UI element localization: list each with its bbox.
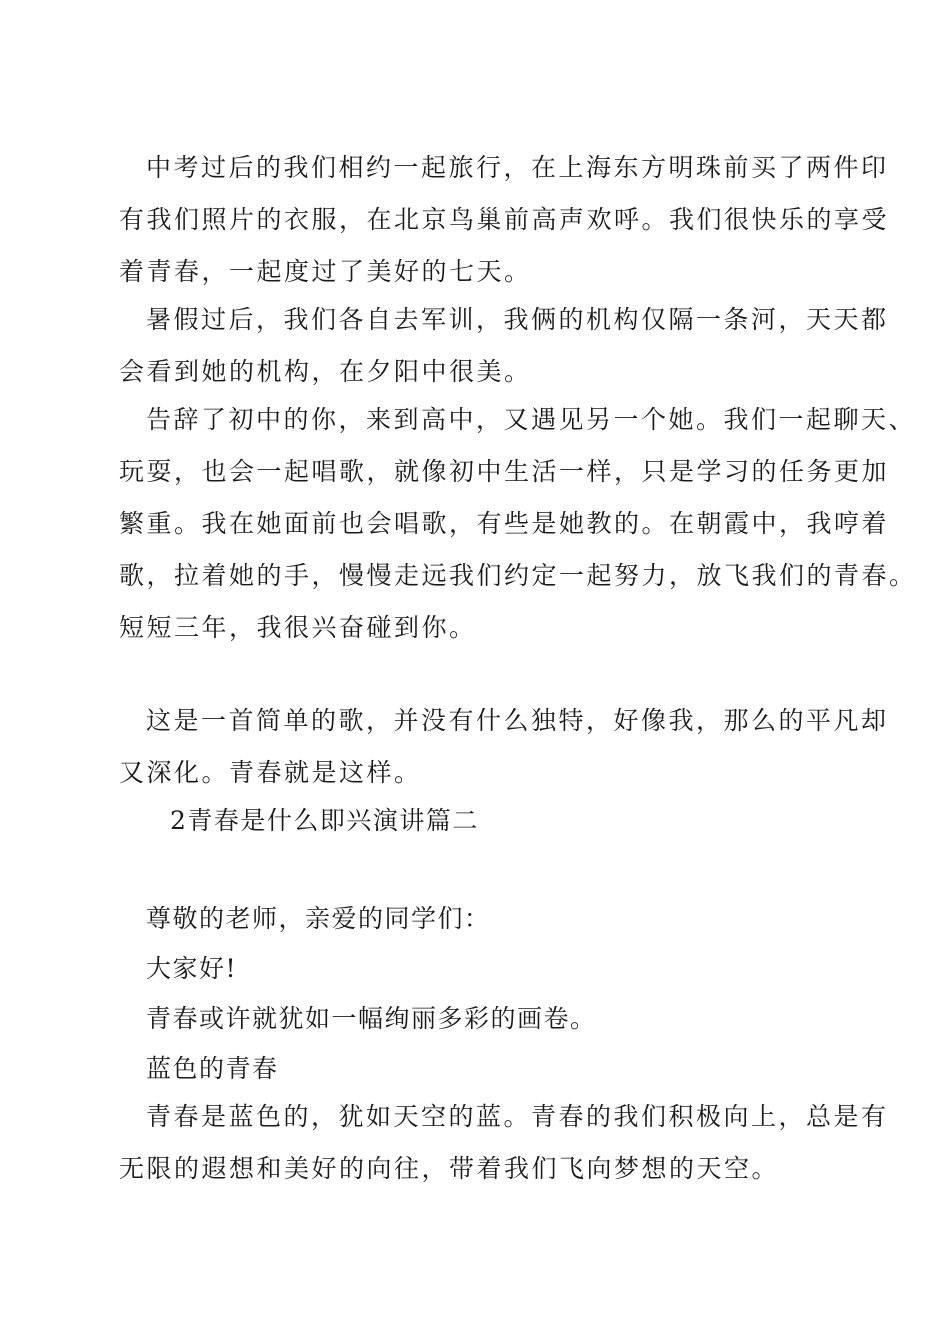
greeting-line: 尊敬的老师，亲爱的同学们：	[146, 904, 491, 933]
paragraph-line: 着青春，一起度过了美好的七天。	[119, 257, 532, 286]
paragraph-line: 繁重。我在她面前也会唱歌，有些是她教的。在朝霞中，我哼着	[119, 509, 890, 538]
paragraph-line: 会看到她的机构，在夕阳中很美。	[119, 357, 532, 386]
paragraph-line: 玩耍，也会一起唱歌，就像初中生活一样，只是学习的任务更加	[119, 457, 890, 486]
paragraph-line: 暑假过后，我们各自去军训，我俩的机构仅隔一条河，天天都	[146, 305, 889, 334]
section-heading: 2青春是什么即兴演讲篇二	[170, 806, 479, 835]
paragraph-line: 青春或许就犹如一幅绚丽多彩的画卷。	[146, 1004, 597, 1033]
paragraph-line: 青春是蓝色的，犹如天空的蓝。青春的我们积极向上，总是有	[146, 1102, 889, 1131]
paragraph-line: 短短三年，我很兴奋碰到你。	[119, 613, 477, 642]
greeting-line: 大家好!	[146, 954, 238, 983]
paragraph-line: 中考过后的我们相约一起旅行，在上海东方明珠前买了两件印	[146, 153, 889, 182]
paragraph-line: 这是一首简单的歌，并没有什么独特，好像我，那么的平凡却	[146, 706, 889, 735]
paragraph-line: 有我们照片的衣服，在北京鸟巢前高声欢呼。我们很快乐的享受	[119, 205, 890, 234]
paragraph-line: 歌，拉着她的手，慢慢走远我们约定一起努力，放飞我们的青春。	[119, 561, 917, 590]
paragraph-line: 告辞了初中的你，来到高中，又遇见另一个她。我们一起聊天、	[146, 405, 917, 434]
paragraph-line: 又深化。青春就是这样。	[119, 758, 422, 787]
paragraph-line: 无限的遐想和美好的向往，带着我们飞向梦想的天空。	[119, 1154, 780, 1183]
subheading: 蓝色的青春	[146, 1054, 279, 1083]
